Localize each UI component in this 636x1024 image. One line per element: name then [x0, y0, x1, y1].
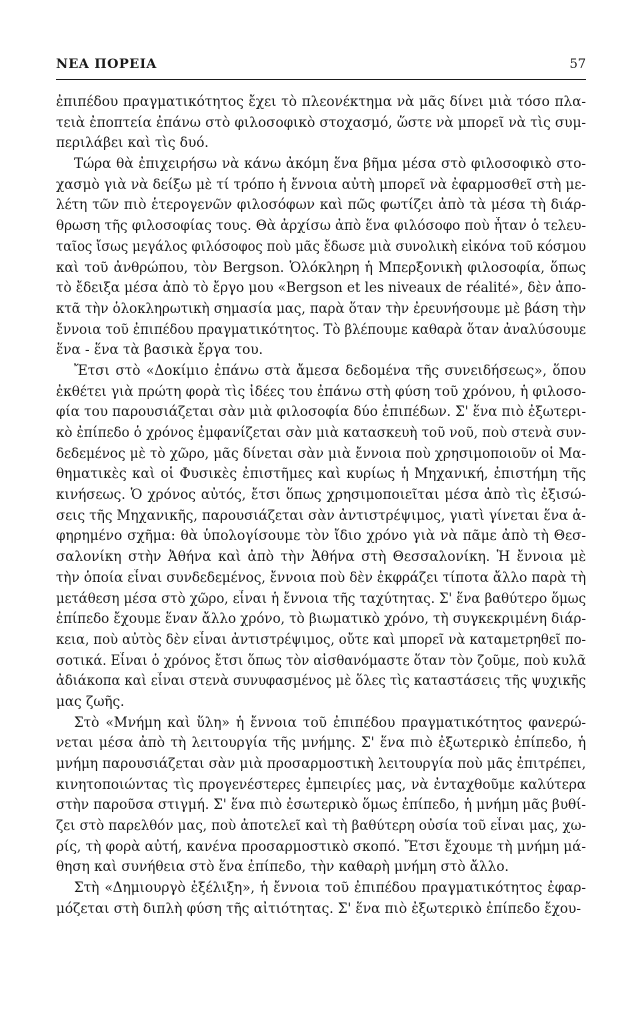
text-line: τὴν ὁποία εἶναι συνδεδεμένος, ἔννοια ποὺ δὲν ἐκφράζει τίποτα ἄλλο παρὰ τὴ [56, 569, 586, 586]
text-line: Στὴ «Δημιουργὸ ἐξέλιξη», ἡ ἔννοια τοῦ ἐπιπέδου πραγματικότητος ἐφαρ- [74, 880, 586, 897]
running-header [56, 57, 586, 77]
text-line: φηρημένο σχῆμα: θὰ ὑπολογίσουμε τὸν ἴδιο χρόνο γιὰ νὰ πᾶμε ἀπὸ τὴ Θεσ- [56, 528, 586, 545]
text-line: ἀδιάκοπα καὶ εἶναι στενὰ συνυφασμένος μὲ ὅλες τὶς καταστάσεις τῆς ψυχικῆς [56, 673, 586, 690]
text-line: ἐπίπεδο ἔχουμε ἕναν ἄλλο χρόνο, τὸ βιωματικὸ χρόνο, τὴ συγκεκριμένη διάρ- [56, 611, 586, 628]
text-line: Τώρα θὰ ἐπιχειρήσω νὰ κάνω ἀκόμη ἕνα βῆμα μέσα στὸ φιλοσοφικὸ στο- [74, 156, 586, 173]
text-line: μόζεται στὴ διπλὴ φύση τῆς αἰτιότητας. Σ' ἕνα πιὸ ἐξωτερικὸ ἐπίπεδο ἔχου- [56, 900, 581, 917]
text-line: ἕνα - ἕνα τὰ βασικὰ ἔργα του. [56, 342, 263, 359]
text-line: μετάθεση μέσα στὸ χῶρο, εἶναι ἡ ἔννοια τῆς ταχύτητας. Σ' ἕνα βαθύτερο ὅμως [56, 590, 586, 607]
text-line: θηματικὲς καὶ οἱ Φυσικὲς ἐπιστῆμες καὶ κυρίως ἡ Μηχανική, ἐπιστήμη τῆς [56, 466, 586, 483]
text-line: περιλάβει καὶ τὶς δυό. [56, 135, 209, 152]
text-line: ἔννοια τοῦ ἐπιπέδου πραγματικότητος. Τὸ βλέπουμε καθαρὰ ὅταν ἀναλύσουμε [56, 321, 586, 338]
text-line: τὸ ἔδειξα μέσα ἀπὸ τὸ ἔργο μου «Bergson et les niveaux de réalité», δὲν ἀπο- [56, 280, 586, 297]
text-line: κινήσεως. Ὁ χρόνος αὐτός, ἔτσι ὅπως χρησιμοποιεῖται μέσα ἀπὸ τὶς ἐξισώ- [56, 487, 586, 504]
text-line: χασμὸ γιὰ νὰ δείξω μὲ τί τρόπο ἡ ἔννοια αὐτὴ μπορεῖ νὰ ἐφαρμοσθεῖ στὴ με- [56, 176, 586, 193]
text-line: ρίς, τὴ φορὰ αὐτή, κανένα προσαρμοστικὸ σκοπό. Ἔτσι ἔχουμε τὴ μνήμη μά- [56, 838, 586, 855]
text-line: σαλονίκη στὴν Ἀθήνα καὶ ἀπὸ τὴν Ἀθήνα στὴ Θεσσαλονίκη. Ἡ ἔννοια μὲ [56, 549, 586, 566]
text-line: δεδεμένος μὲ τὸ χῶρο, μᾶς δίνεται σὰν μιὰ ἔννοια ποὺ χρησιμοποιοῦν οἱ Μα- [56, 445, 586, 462]
text-line: Ἔτσι στὸ «Δοκίμιο ἐπάνω στὰ ἄμεσα δεδομένα τῆς συνειδήσεως», ὅπου [74, 362, 586, 379]
text-line: θρωση τῆς φιλοσοφίας τους. Θὰ ἀρχίσω ἀπὸ ἕνα φιλόσοφο ποὺ ἦταν ὁ τελευ- [56, 218, 586, 235]
text-line: θηση καὶ συνήθεια στὸ ἕνα ἐπίπεδο, τὴν καθαρὴ μνήμη στὸ ἄλλο. [56, 859, 509, 876]
text-line: Στὸ «Μνήμη καὶ ὕλη» ἡ ἔννοια τοῦ ἐπιπέδου πραγματικότητος φανερώ- [74, 714, 586, 731]
text-line: κτᾶ τὴν ὁλοκληρωτικὴ σημασία μας, παρὰ ὅταν τὴν ἐρευνήσουμε μὲ βάση τὴν [56, 300, 586, 317]
page-number: 57 [569, 57, 586, 72]
text-line: φία του παρουσιάζεται σὰν μιὰ φιλοσοφία δύο ἐπιπέδων. Σ' ἕνα πιὸ ἐξωτερι- [56, 404, 586, 421]
body-text [56, 92, 586, 920]
text-line: ἐκθέτει γιὰ πρώτη φορὰ τὶς ἰδέες του ἐπάνω στὴ φύση τοῦ χρόνου, ἡ φιλοσο- [56, 383, 586, 400]
text-line: νεται μέσα ἀπὸ τὴ λειτουργία τῆς μνήμης. Σ' ἕνα πιὸ ἐξωτερικὸ ἐπίπεδο, ἡ [56, 735, 586, 752]
text-line: ζει στὸ παρελθόν μας, ποὺ ἀποτελεῖ καὶ τὴ βαθύτερη οὐσία τοῦ εἶναι μας, χω- [56, 818, 586, 835]
text-line: στὴν παροῦσα στιγμή. Σ' ἕνα πιὸ ἐσωτερικὸ ὅμως ἐπίπεδο, ἡ μνήμη μᾶς βυθί- [56, 797, 586, 814]
text-line: ταῖος ἴσως μεγάλος φιλόσοφος ποὺ μᾶς ἔδωσε μιὰ συνολικὴ εἰκόνα τοῦ κόσμου [56, 238, 586, 255]
text-line: σοτικά. Εἶναι ὁ χρόνος ἔτσι ὅπως τὸν αἰσθανόμαστε ὅταν τὸν ζοῦμε, ποὺ κυλᾶ [56, 652, 586, 669]
text-line: σεις τῆς Μηχανικῆς, παρουσιάζεται σὰν ἀντιστρέψιμος, γιατὶ γίνεται ἕνα ἀ- [56, 507, 586, 524]
text-line: ἐπιπέδου πραγματικότητος ἔχει τὸ πλεονέκτημα νὰ μᾶς δίνει μιὰ τόσο πλα- [56, 94, 586, 110]
text-line: κὸ ἐπίπεδο ὁ χρόνος ἐμφανίζεται σὰν μιὰ κατασκευὴ τοῦ νοῦ, ποὺ στενὰ συν- [56, 425, 586, 441]
text-line: κινητοποιώντας τὶς προγενέστερες ἐμπειρίες μας, νὰ ἐνταχθοῦμε καλύτερα [56, 776, 586, 793]
journal-title: ΝΕΑ ΠΟΡΕΙΑ [56, 57, 157, 72]
text-line: τειὰ ἐποπτεία ἐπάνω στὸ φιλοσοφικὸ στοχασμό, ὥστε νὰ μπορεῖ νὰ τὶς συμ- [56, 114, 586, 131]
text-line: λέτη τῶν πιὸ ἑτερογενῶν φιλοσόφων καὶ πῶς φωτίζει ἀπὸ τὰ μέσα τὴ διάρ- [56, 197, 586, 214]
text-line: καὶ τοῦ ἀνθρώπου, τὸν Bergson. Ὁλόκληρη ἡ Μπερξονικὴ φιλοσοφία, ὅπως [56, 259, 586, 276]
text-line: μας ζωῆς. [56, 693, 125, 710]
text-line: κεια, ποὺ αὐτὸς δὲν εἶναι ἀντιστρέψιμος, οὔτε καὶ μπορεῖ νὰ καταμετρηθεῖ πο- [56, 631, 586, 648]
header-rule [56, 79, 586, 80]
text-line: μνήμη παρουσιάζεται σὰν μιὰ προσαρμοστικὴ λειτουργία ποὺ μᾶς ἐπιτρέπει, [56, 756, 586, 772]
